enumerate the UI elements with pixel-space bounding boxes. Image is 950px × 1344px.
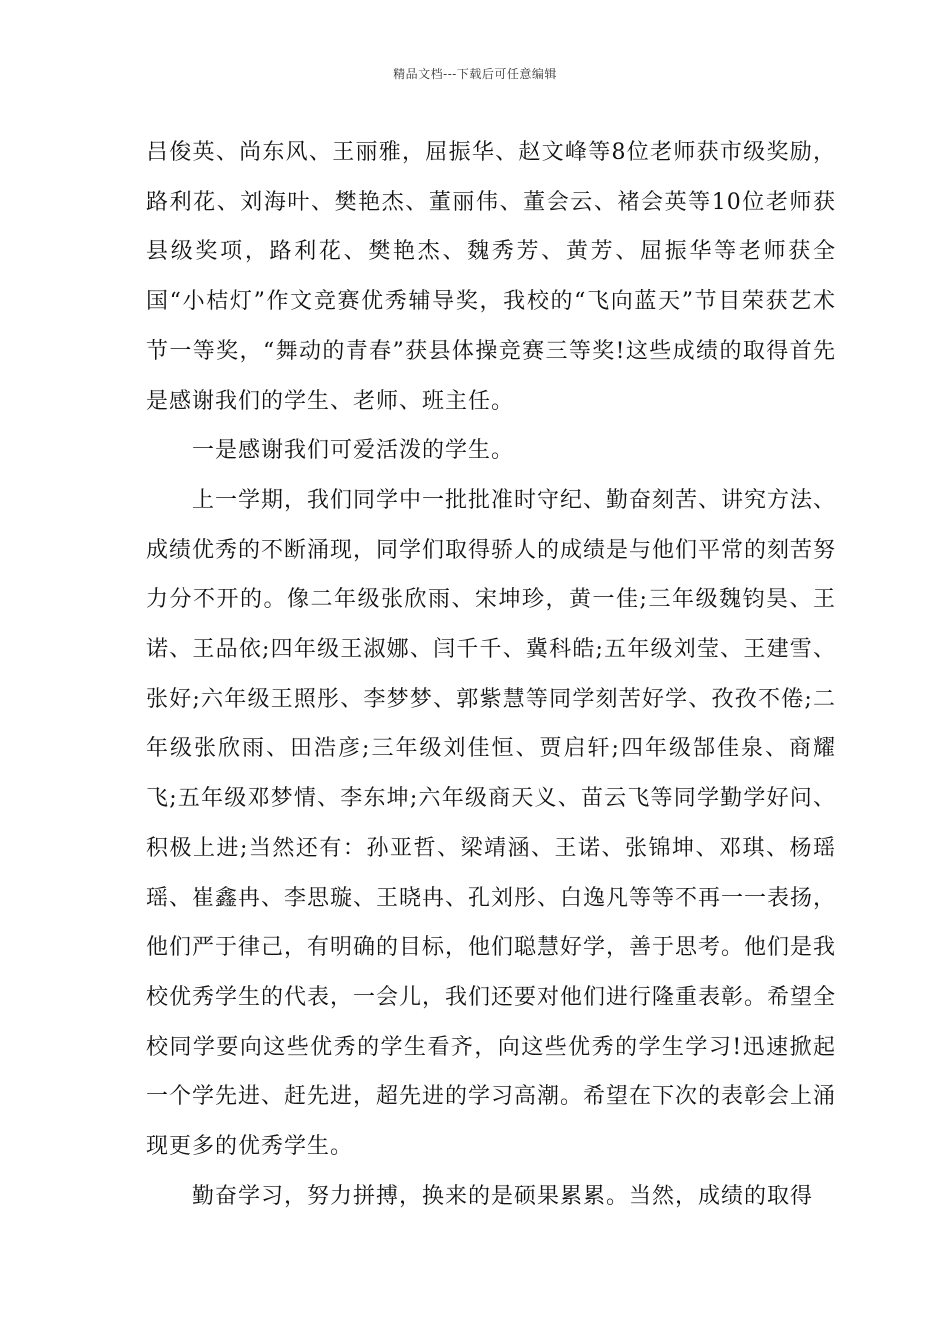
document-body <box>146 128 836 1221</box>
page-header: 精品文档---下载后可任意编辑 <box>393 67 557 81</box>
paragraph-hard-work: 勤奋学习，努力拼搏，换来的是硕果累累。当然，成绩的取得 <box>146 1183 814 1209</box>
paragraph-thanks-students: 一是感谢我们可爱活泼的学生。 <box>146 438 515 464</box>
paragraph-excellent-students: 上一学期，我们同学中一批批准时守纪、勤奋刻苦、讲究方法、成绩优秀的不断涌现，同学们取得骄人的成绩是与他们平常的刻苦努力分不开的。像二年级张欣雨、宋坤珍，黄一佳;三年级魏钧昊、王诺、王品依;四年级王淑娜、闫千千、冀科皓;五年级刘莹、王建雪、张好;六年级王照彤、李梦梦、郭紫慧等同学刻苦好学、孜孜不倦;二年级张欣雨、田浩彦;三年级刘佳恒、贾启轩;四年级郜佳泉、商耀飞;五年级邓梦情、李东坤;六年级商天义、苗云飞等同学勤学好问、积极上进;当然还有：孙亚哲、梁靖涵、王诺、张锦坤、邓琪、杨瑶瑶、崔鑫冉、李思璇、王晓冉、孔刘彤、白逸凡等等不再一一表扬，他们严于律己，有明确的目标，他们聪慧好学，善于思考。他们是我校优秀学生的代表，一会儿，我们还要对他们进行隆重表彰。希望全校同学要向这些优秀的学生看齐，向这些优秀的学生学习!迅速掀起一个学先进、赶先进，超先进的学习高潮。希望在下次的表彰会上涌现更多的优秀学生。 <box>146 487 837 1160</box>
paragraph-awards: 吕俊英、尚东风、王丽雅，屈振华、赵文峰等8位老师获市级奖励，路利花、刘海叶、樊艳杰、董丽伟、董会云、褚会英等10位老师获县级奖项，路利花、樊艳杰、魏秀芳、黄芳、屈振华等老师获全国“小桔灯”作文竞赛优秀辅导奖，我校的“飞向蓝天”节目荣获艺术节一等奖，“舞动的青春”获县体操竞赛三等奖!这些成绩的取得首先是感谢我们的学生、老师、班主任。 <box>146 140 836 414</box>
